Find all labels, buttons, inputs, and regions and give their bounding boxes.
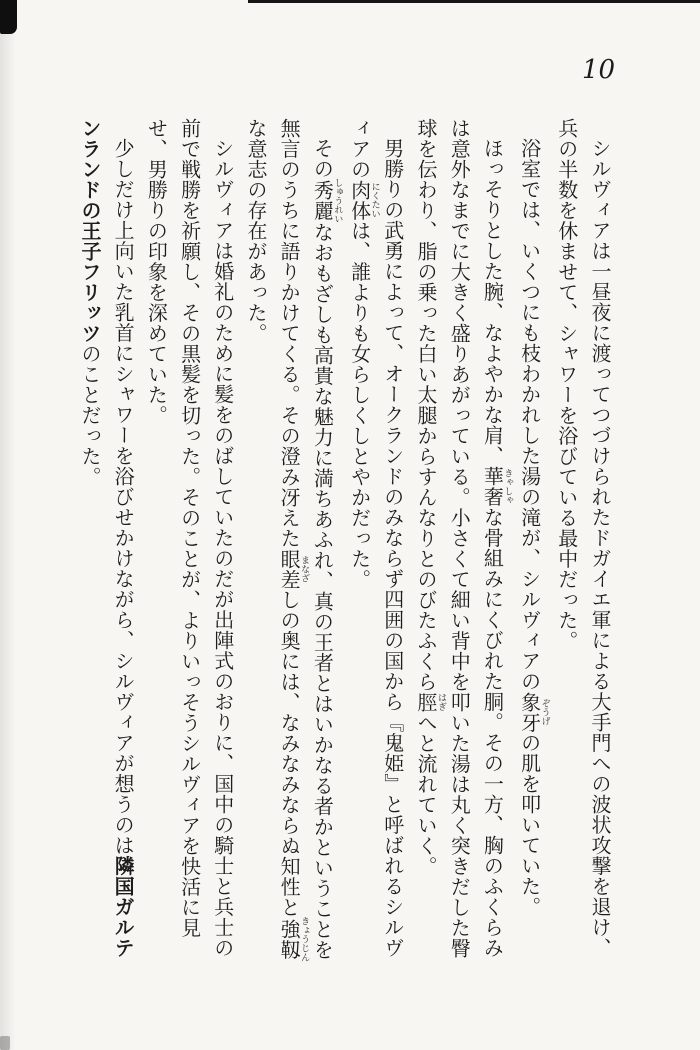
paragraph: [409, 118, 513, 966]
furigana: にくたい: [369, 179, 380, 221]
body-text-segment: 浴室では、いくつにも枝わかれした湯の滝が、シルヴィアの: [517, 138, 542, 692]
body-text-segment: の肌を叩いていた。: [517, 732, 542, 917]
page-number: 10: [582, 55, 616, 85]
paragraph: [139, 118, 239, 966]
body-text-segment: な骨組みにくびれた胴。その一方、胸のふくらみは意外なまでに大きく盛りあがっている。小さくて細い背中を叩いた湯は丸く突きだした臀球を伝わり、脂の乗った白い太腿からすんなりとのびたふくら: [413, 118, 505, 959]
furigana: しゅうれい: [332, 178, 343, 223]
scan-artifact-top-line: [248, 0, 700, 3]
furigana: ぞうげ: [539, 691, 550, 733]
scan-artifact-bottom-smudge: [0, 1036, 10, 1050]
ruby-annotated-word: 強靱きょうじん: [277, 916, 310, 962]
body-text-segment: は、誰よりも女らしくしとやかだった。: [347, 220, 372, 590]
body-text-segment: へと流れていく。: [413, 712, 438, 877]
body-text-segment: 男勝りの武勇によって、オークランドのみならず四囲の国から『鬼姫』と呼ばれるシルヴィアの: [347, 118, 405, 958]
body-text-segment: のことだった。: [77, 343, 102, 487]
furigana: まなざ: [299, 548, 310, 590]
ruby-annotated-word: 華奢きゃしゃ: [480, 466, 513, 507]
body-text: [78, 118, 616, 966]
furigana: きゃしゃ: [502, 466, 513, 507]
furigana: はぎ: [435, 692, 446, 713]
paragraph: [239, 118, 343, 966]
body-text-segment: な意志の存在があった。: [243, 118, 268, 344]
body-text-segment: シルヴィアは一昼夜に渡ってつづけられたドガイエ軍による大手門への波状攻撃を退け、兵の半数を休ませて、シャワーを浴びている最中だった。: [554, 118, 612, 958]
furigana: きょうじん: [299, 916, 310, 962]
body-text-segment: 少しだけ上向いた乳首にシャワーを浴びせかけながら、シルヴィアが想うのは: [111, 138, 136, 856]
paragraph: [73, 118, 139, 966]
emphasized-text: 隣国ガルテンランドの王子フリッツ: [77, 118, 136, 958]
ruby-annotated-word: 脛はぎ: [413, 692, 446, 713]
paragraph: [512, 118, 549, 966]
ruby-annotated-word: 眼差まなざ: [277, 548, 310, 590]
paragraph: [550, 118, 616, 966]
body-text-segment: その: [310, 138, 335, 179]
ruby-annotated-word: 肉体にくたい: [347, 179, 380, 221]
body-text-segment: しの奥には、なみなみならぬ知性と: [277, 589, 302, 918]
paragraph: [342, 118, 408, 966]
ruby-annotated-word: 秀麗しゅうれい: [310, 178, 343, 223]
body-text-segment: シルヴィアは婚礼のために髪をのばしていたのだが出陣式のおりに、国中の騎士と兵士の前で戦勝を祈願し、その黒髪を切った。そのことが、よりいっそうシルヴィアを快活に見せ、男勝りの印象を深めていた。: [144, 118, 235, 958]
body-text-segment: なおもざしも高貴な魅力に満ちあふれ、真の王者とはいかなる者かということを無言のうちに語りかけてくる。その澄み冴えた: [277, 118, 335, 960]
ruby-annotated-word: 象牙ぞうげ: [517, 691, 550, 733]
body-text-segment: ほっそりとした腕、なよやかな肩、: [480, 138, 505, 466]
scan-artifact-corner-blob: [0, 0, 17, 34]
